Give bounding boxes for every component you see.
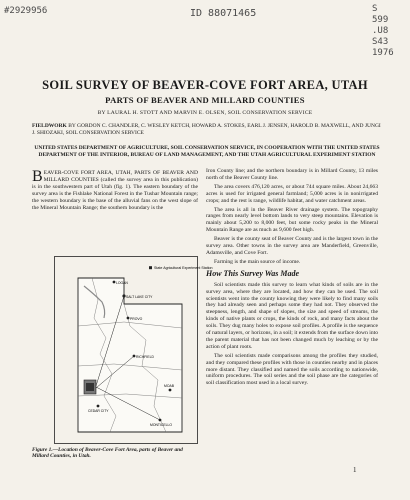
document-title: SOIL SURVEY OF BEAVER-COVE FORT AREA, UTAH — [42, 78, 368, 92]
city-marker-icon — [113, 281, 116, 284]
fieldwork-credits — [32, 123, 382, 137]
handwritten-id-number: ID 88071465 — [190, 8, 257, 19]
drop-cap: B — [32, 168, 43, 185]
survey-area-fill — [86, 383, 94, 391]
paragraph: Beaver is the county seat of Beaver County and is the largest town in the survey area. Other towns in the survey area are Manderfield, Greenville, Adamsville, and Cove Fort. — [206, 236, 378, 256]
city-label: PROVO — [130, 317, 143, 321]
call-number-line: .U8 — [372, 26, 389, 36]
city-label: MOAB — [164, 384, 174, 388]
right-column-text — [206, 168, 378, 389]
document-subtitle: PARTS OF BEAVER AND MILLARD COUNTIES — [105, 95, 305, 105]
intro-text: EAVER-COVE FORT AREA, UTAH, PARTS OF BEAVER AND MILLARD COUNTIES (called the survey area in this publication) is in the southwestern part of Utah (fig. 1). The eastern boundary of the survey area is the Fishlake National Forest in the Tushar Mountain range; the western boundary is the base of the alluvial fans on the west slope of the Mineral Mountain Range; the southern boundary is the — [32, 170, 198, 211]
legend-marker-icon — [149, 266, 152, 269]
city-label: CEDAR CITY — [88, 409, 109, 413]
city-label: SALT LAKE CITY — [126, 295, 153, 299]
paragraph: Farming is the main source of income. — [214, 258, 301, 265]
paragraph: The area covers 476,120 acres, or about 744 square miles. About 24,663 acres is used for irrigated general farmland; 5,000 acres is in nonirrigated crops; and the rest is range, wildlife habitat, and water catchment areas. — [206, 183, 378, 204]
call-number-line: 599 — [372, 15, 389, 25]
city-marker-icon — [159, 419, 162, 422]
page-number: 1 — [353, 466, 357, 474]
utah-location-map — [54, 256, 213, 444]
intro-paragraph — [32, 170, 198, 211]
call-number-line: S43 — [372, 37, 389, 47]
paragraph: The area is all in the Beaver River drainage system. The topography ranges from nearly level bottom lands to very steep mountains. Elevation is mainly about 5,200 to 8,000 feet, but some rocky peaks in the Mineral Mountain Range are as much as 9,600 feet high. — [206, 206, 378, 234]
map-legend-text: State Agricultural Experiment Station — [154, 266, 213, 270]
city-marker-icon — [97, 405, 100, 408]
handwritten-accession-number: #2929956 — [4, 6, 48, 16]
handwritten-call-number — [372, 4, 394, 59]
paragraph: Iron County line; and the northern boundary is in Millard County, 13 miles north of the Beaver County line. — [206, 168, 378, 181]
organization-credits: UNITED STATES DEPARTMENT OF AGRICULTURE, SOIL CONSERVATION SERVICE, IN COOPERATION WITH THE UNITED STATES DEPARTMENT OF THE INTERIOR, BUREAU OF LAND MANAGEMENT, AND THE UTAH AGRICULTURAL EXPERIMENT STATION — [34, 145, 380, 158]
section-heading: How This Survey Was Made — [206, 268, 300, 278]
fieldwork-label: FIELDWORK — [32, 123, 67, 129]
fieldwork-text: BY GORDON C. CHANDLER, C. WESLEY KETCH, HOWARD A. STOKES, EARL J. JENSEN, HAROLD B. MAXWELL, AND JUNGI J. SHIOZAKI, SOIL CONSERVATION SERVICE — [32, 123, 381, 136]
figure-caption: Figure 1.—Location of Beaver-Cove Fort Area, parts of Beaver and Millard Counties, in Utah. — [32, 447, 183, 460]
left-column-text — [32, 170, 198, 213]
city-label: MONTICELLO — [150, 423, 173, 427]
call-number-line: S — [372, 4, 378, 14]
city-marker-icon — [133, 355, 136, 358]
city-marker-icon — [169, 389, 172, 392]
call-number-line: 1976 — [372, 48, 394, 58]
city-label: RICHFIELD — [136, 355, 154, 359]
paragraph: The soil scientists made comparisons among the profiles they studied, and they compared these profiles with those in counties nearby and in places more distant. They classified and named the soils according to nationwide, uniform procedures. The soil series and the soil phase are the categories of soil classification most used in a local survey. — [206, 352, 378, 387]
city-label: LOGAN — [116, 281, 128, 285]
authors-line: BY LAURAL H. STOTT AND MARVIN E. OLSEN, SOIL CONSERVATION SERVICE — [97, 110, 313, 116]
paragraph: Soil scientists made this survey to learn what kinds of soils are in the survey area, where they are located, and how they can be used. The soil scientists went into the county knowing they were likely to find many soils they had already seen and perhaps some they had not. They observed the steepness, length, and shape of slopes, the size and speed of streams, the kinds of native plants or crops, the kinds of rock, and many facts about the soils. They dug many holes to expose soil profiles. A profile is the sequence of natural layers, or horizons, in a soil; it extends from the surface down into the parent material that has not been changed much by leaching or by the action of plant roots. — [206, 281, 378, 350]
city-marker-icon — [127, 317, 130, 320]
